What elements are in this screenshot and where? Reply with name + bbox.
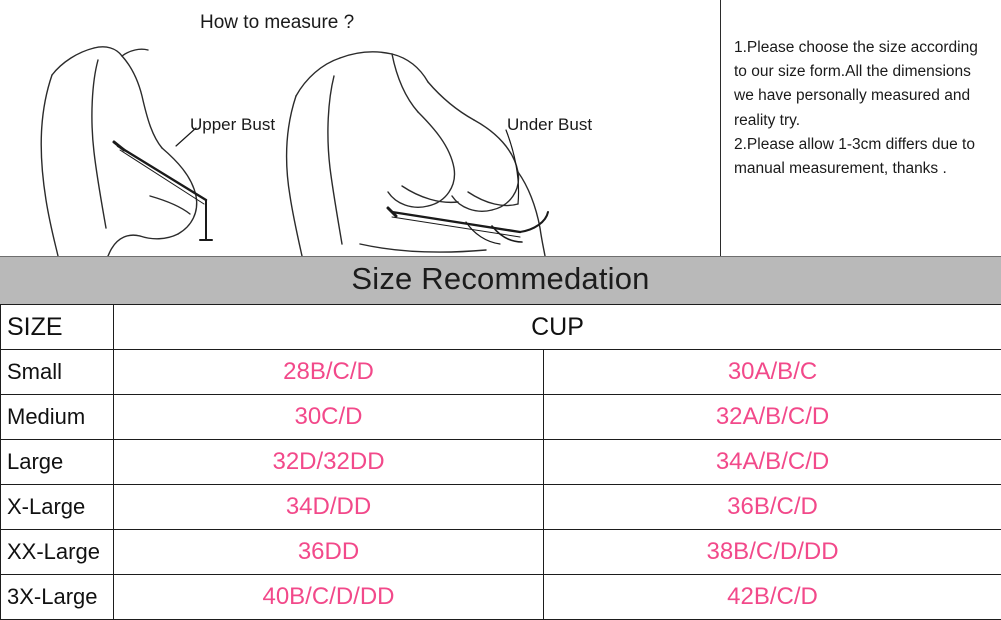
row-cup-b-medium: 32A/B/C/D <box>544 395 1001 440</box>
row-size-large: Large <box>1 440 114 485</box>
row-size-x-large: X-Large <box>1 485 114 530</box>
row-cup-b-3x-large: 42B/C/D <box>544 575 1001 620</box>
size-recommendation-title-bar <box>0 256 1001 304</box>
header-cup: CUP <box>114 305 1001 350</box>
row-size-3x-large: 3X-Large <box>1 575 114 620</box>
row-cup-b-small: 30A/B/C <box>544 350 1001 395</box>
size-recommendation-table <box>0 304 1001 620</box>
upper-bust-label: Upper Bust <box>190 115 275 135</box>
how-to-measure-title: How to measure ? <box>200 12 354 34</box>
row-size-xx-large: XX-Large <box>1 530 114 575</box>
row-cup-a-xx-large: 36DD <box>114 530 544 575</box>
notes-block <box>734 36 992 181</box>
row-size-medium: Medium <box>1 395 114 440</box>
table-row <box>1 485 1001 530</box>
row-cup-a-small: 28B/C/D <box>114 350 544 395</box>
row-cup-a-large: 32D/32DD <box>114 440 544 485</box>
under-bust-label: Under Bust <box>507 115 592 135</box>
vertical-divider <box>720 0 721 256</box>
note-2: 2.Please allow 1-3cm differs due to manual measurement, thanks . <box>734 133 992 181</box>
row-cup-a-3x-large: 40B/C/D/DD <box>114 575 544 620</box>
header-size: SIZE <box>1 305 114 350</box>
table-header-row <box>1 305 1001 350</box>
table-row <box>1 440 1001 485</box>
table-row <box>1 575 1001 620</box>
measure-guide-section <box>0 0 1001 256</box>
row-cup-b-xx-large: 38B/C/D/DD <box>544 530 1001 575</box>
table-row <box>1 350 1001 395</box>
row-cup-b-x-large: 36B/C/D <box>544 485 1001 530</box>
row-cup-a-x-large: 34D/DD <box>114 485 544 530</box>
table-row <box>1 530 1001 575</box>
row-cup-a-medium: 30C/D <box>114 395 544 440</box>
table-row <box>1 395 1001 440</box>
note-1: 1.Please choose the size according to our size form.All the dimensions we have personally measured and reality try. <box>734 36 992 133</box>
row-size-small: Small <box>1 350 114 395</box>
row-cup-b-large: 34A/B/C/D <box>544 440 1001 485</box>
size-recommendation-title: Size Recommedation <box>0 261 1001 297</box>
